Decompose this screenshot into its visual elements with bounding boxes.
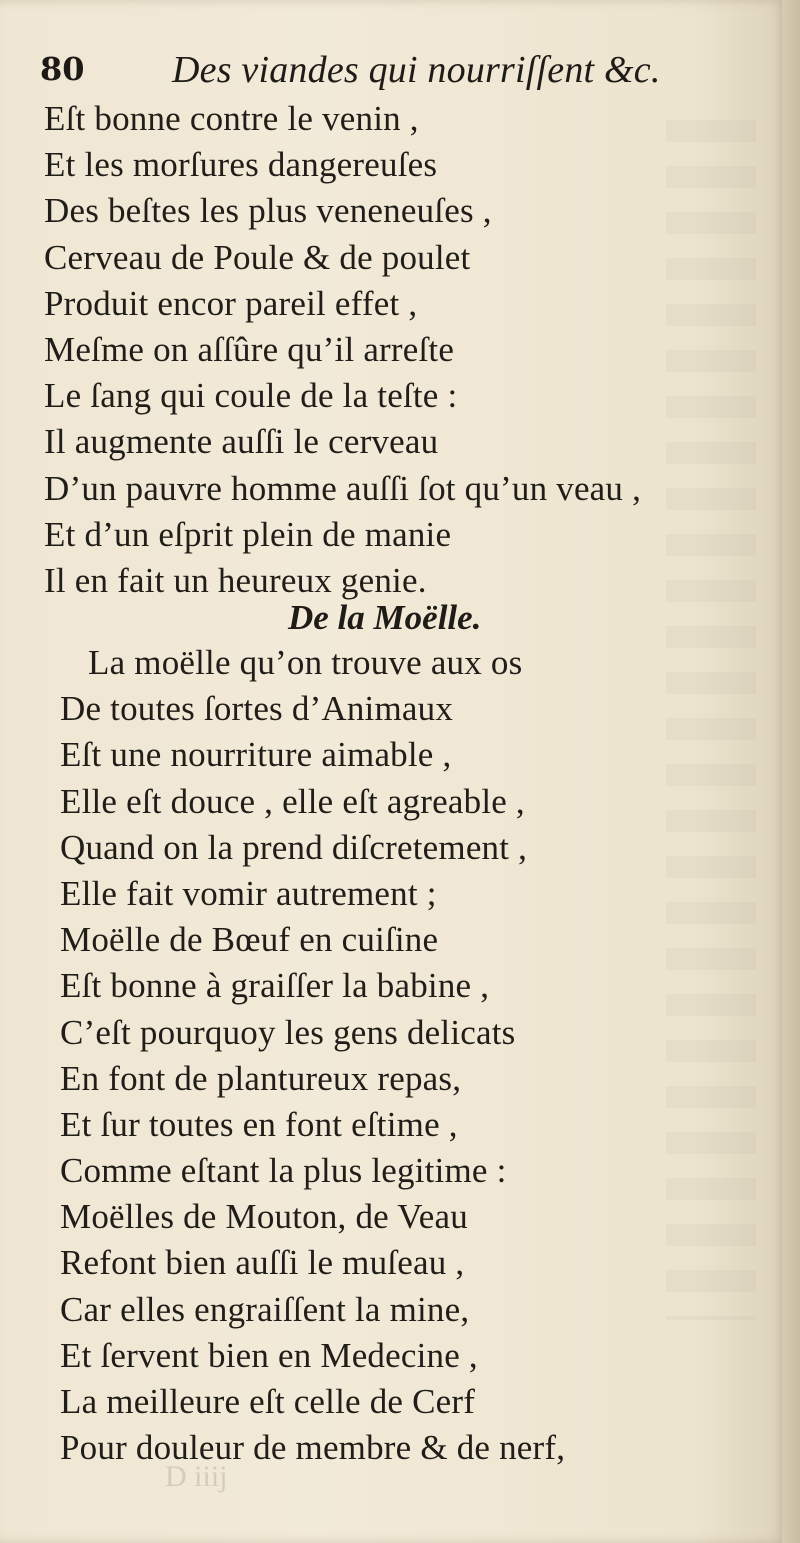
verse-line: Cerveau de Poule & de poulet xyxy=(44,237,471,277)
verse-line: Eſt une nourriture aimable , xyxy=(60,735,452,775)
verse-line: Meſme on aſſûre qu’il arreſte xyxy=(44,329,455,369)
verse-line: Eſt bonne contre le venin , xyxy=(44,99,419,138)
verse-line: Il en fait un heureux genie. xyxy=(44,560,427,600)
verse-line: C’eſt pourquoy les gens delicats xyxy=(60,1012,516,1052)
verse-line: En font de plantureux repas, xyxy=(60,1058,462,1098)
running-title: Des viandes qui nourriſſent &c. xyxy=(172,49,661,91)
verse-line: Comme eſtant la plus legitime : xyxy=(60,1151,507,1191)
section-heading: De la Moëlle. xyxy=(288,598,482,637)
verse-line: Des beſtes les plus veneneuſes , xyxy=(44,191,492,231)
page-edge xyxy=(782,0,800,1543)
verse-line: Et les morſures dangereuſes xyxy=(44,145,438,185)
page-header xyxy=(40,48,760,94)
verse-block-bottom xyxy=(60,640,760,1471)
verse-line: Moëlles de Mouton, de Veau xyxy=(60,1197,468,1237)
verse-line: Elle fait vomir autrement ; xyxy=(60,873,437,913)
verse-line: Refont bien auſſi le muſeau , xyxy=(60,1243,465,1283)
verse-block-top xyxy=(44,96,774,604)
page-number: 80 xyxy=(40,50,85,88)
verse-line: Le ſang qui coule de la teſte : xyxy=(44,376,458,416)
verse-line: Quand on la prend diſcretement , xyxy=(60,827,528,867)
verse-line: La moëlle qu’on trouve aux os xyxy=(88,643,523,682)
signature-mark: D iiij xyxy=(165,1460,228,1493)
verse-line: D’un pauvre homme auſſi ſot qu’un veau , xyxy=(44,468,642,508)
verse-line: Et d’un eſprit plein de manie xyxy=(44,514,452,554)
verse-line: Et ſervent bien en Medecine , xyxy=(60,1335,478,1375)
verse-line: Eſt bonne à graiſſer la babine , xyxy=(60,966,490,1006)
verse-line: De toutes ſortes d’Animaux xyxy=(60,689,454,729)
verse-line: La meilleure eſt celle de Cerf xyxy=(60,1382,476,1421)
verse-line: Elle eſt douce , elle eſt agreable , xyxy=(60,781,525,821)
verse-line: Produit encor pareil effet , xyxy=(44,283,418,323)
verse-line: Et ſur toutes en font eſtime , xyxy=(60,1104,458,1144)
verse-line: Car elles engraiſſent la mine, xyxy=(60,1289,470,1329)
verse-line: Pour douleur de membre & de nerf, xyxy=(60,1428,566,1468)
verse-line: Moëlle de Bœuf en cuiſine xyxy=(60,920,439,960)
verse-line: Il augmente auſſi le cerveau xyxy=(44,422,439,462)
